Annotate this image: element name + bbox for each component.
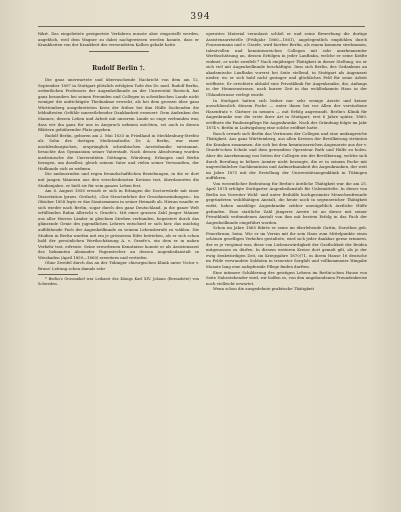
- paragraph: Ohne Zweifel durch das an der Tübinger chirurgischen Klinik unter Victor v. Bruns' Leitung schon damals sehr: [38, 260, 199, 271]
- header-rule: [38, 26, 365, 27]
- paragraph: Schon im Jahre 1865 führte er seine im überlebende Gattin, Dorothea geb. Feuerbrunn, heim. Wie er im Verein mit ihr sein Haus zum Mittelpunkte eines schönen geselligen Verkehrs gestaltete, wird sich jeder dankbar gerne erinnern, der es je vergönnt war, diese von Liebenswürdigkeit der Gastlichkeit der Beiden mitgenossen zu dürfen. In diesem weiteren Kreise dort gemalt gilt, als je der ewig denkwürdigen Zeit, im Kriegsjahre 1870/71, in ihrem Hause 16 deutsche im Felde verwundete Soldaten in treuester Sorgfalt und vollkommener Hingabe Monate lang eine aufopfernde Pflege finden durften.: [206, 225, 367, 269]
- paragraph: Am 8. August 1858 erwarb er sich in Erlangen die Doctorwürde mit einer Dissertation (praes. Gerlach), »Zur Structurlehre der Grosshirnwindungen«. Im Oktober 1858 legte er das Staatsexamen in seiner Heimath ab. Hieran wandte er sich wieder nach Berlin, sogar durch den ganz Deutschland, ja die ganze Welt erfüllenden Ruhm Albrecht v. Graefe's. Mit einer grossen Zahl junger Männer aus aller Herren Länder in gleichem Streben verbunden, begeistert durch das glänzende Genie des jugendlichen Lehrers entschied er sich hier, das mächtig aufblühende Fach der Augenheilkunde zu seinem Lebensberufe zu wählen. Die Studien in Berlin wurden mit ein je grösserem Eifer betrieben, als er sich schon bald der persönlichen Werthschätzung A. v. Graefe's, ein dem er in nahen Verkehr trat, erfreute. Seine erworbenen Kenntnisse konnte er als Assistenzarzt des bekannten Alexander Pagenstecher an dessen Augenheilanstalt in Wiesbaden (April 1859—1860) erweitern und vertiefen.: [38, 188, 199, 260]
- left-column: [38, 31, 199, 287]
- paragraph: In Stuttgart hatten sich bisher nur sehr wenige Aerzte und keiner ausschliesslich diesem Fache — unter ihnen hei vor Allen der verstorbene Hasenfratz v. Gärtner zu nennen — mit Erfolg angewandt. Berlin's Klinik für Augenkranke war die erste ihrer Art in Stuttgart; erst 6 Jahre später, 1869, eröffnete die Paulinenpflege für Augenkranke. Nach der Gründung folgte im Jahr 1874 v. Berlin in Ludwigsburg eine solche eröffnet hatte.: [206, 97, 367, 131]
- section-separator: [89, 51, 149, 52]
- paragraph: Rudolf Berlin, geboren am 2. Mai 1833 in Friedland in Mecklenburg-Strelitz als Sohn des dortigen Medicinalraths Dr. A. Berlin, war einer mecklenburgischen, ursprünglich schwäbischen Aerztefamilie entstammt, besuchte das Gymnasium seiner Vaterstadt. Nach dessen Absolvirung wurden medicinische die Universitäten Göttingen, Würzburg, Erlangen und Berlin bezogen, um daselbst, gleich seinem Vater und vielen seiner Verwandten, der Heilkunde sich zu widmen.: [38, 132, 199, 171]
- paragraph: Die ganz unerwartete und überraschende Nachricht von dem am 12. September 1897 in Stuttgart plötzlich erfolgten Tode des Dr. med. Rudolf Berlin, ordentlichen Professors der Augenheilkunde an der Universität Rostock, hat ganz besonders bei seinen Freunden und Collegen in schwäbischen Lande nicht weniger die aufrichtigste Theilnahme erweckt, als bei dem grossen über ganz Württemberg ausgebreiteten Kreis der früher bei ihm Hülfe Suchenden die lebhaftesten Gefühle innerstlebender Dankbarkeit erneuert. Dem Andenken des Mannes, dessen Leben und Arbeit mit unserem Lande so enge verbunden war, dass wir ihn ganz für uns in Anspruch nehmen möchten, sei auch in diesen Blättern gebührender Platz gegeben.: [38, 77, 199, 133]
- right-column: [206, 31, 367, 292]
- article-heading: Rudolf Berlin †.: [92, 64, 145, 72]
- footnote-rule: [38, 274, 78, 275]
- paragraph: Von wesentlicher Bedeutung für Berlin's ärztliche Thätigkeit war die am 25. April 1874 erfolgte Stuttgarter Augenheilanstalt für Unbemittelte. In dieser von Berlin ins Vorreiter Wohl- und unter Beihülfe hochgesinnter Menschenfreunde gegründeten wohlthätigen Anstalt, die heute noch in segensreicher Thätigkeit wirkt, haben unzählige Augenkranke seither unentgeltlich ärztliche Hülfe gefunden. Eine stattliche Zahl jüngerer Aerzte ist an dieser mit seiner Privatklinik verbundenen Anstalt von ihm mit bestem Erfolg in das Fach der Augenheilkunde eingeführt worden.: [206, 180, 367, 225]
- paragraph: Wenn schon die ausgedehnte praktische Thätigkeit: [213, 286, 315, 292]
- footnote: * Berlin's Grossonkel war Leibarzt des Königs Karl XIV. Johann (Bernadotte) von Schweden.: [38, 277, 199, 287]
- intro-paragraph: führt. Das eingeleitete geeignetste Verfahren musste aber eingestellt werden, angeblich, weil dem Wagner zu dabei nachgewiesen werden konnte, dass er Krankheiten von der Krankheit des verwendeten Kalbes gehabt hatte.: [38, 31, 199, 48]
- paragraph: operative Material veranlasst schloß er und seine Bewerbung die dortige Assistenzarztstelle (Frühjahr 1860—1861), angelegentlich empfohlen durch Fournermann und v. Graefe, wird hierher Berlin, als einem kommen strebsamen, talentvollen und kenntnissreichen Collegen mit sehr anerkennender Werthschätzung an, dessen Erfolgen in jeder Laufbahn, welche er seine Kräfte widmet, er nicht zweifelt.* Nach einjähriger Thätigkeit in dieser Stellung, wo er sich viel mit Augenheilkunde beschäftigte, liess sich Berlin, des Gedankens an akademische Laufbahn vorerst bei Seite stellend, in Stuttgart als Augenarzt nieder, wo er sich bald nicht geringer und glückliches Feld für seine Arbeit eröffnete. Er errichtete alsbald eine Privatklinik für Augenkranke, die, Anfangs in der Heimsenstrasse, nach kurzer Zeit in das wohlbekannte Haus in der Uhlandstrasse verlegt wurde.: [206, 31, 367, 98]
- paragraph: Eine intimere Schilderung des geistigen Lebens im Berlin'schen Hause von Seite Nahestehender wird, wir hoffen es, von den ungebundenen Freundeskreise noch vielleicht erwartet.: [206, 269, 367, 286]
- page-number: 394: [190, 12, 211, 22]
- paragraph: Rasch erwarb sich Berlin das Vertrauen der Collegen und eine umfangreiche Thätigkeit. Aus ganz Württemberg, aus allen Kreisen der Bevölkerung strömten die Kranken zusammen, die sich bei dem kenntnissreichen Augenarzte aus der v. Graefe'schen Schule und dem gewandten Operateur Rath und Hülfe zu holen. Aber die Anerkennung von Seiten der Collegen wie der Bevölkerung, welche sich durch Berufung in höhere Aemter nicht bezeugte, die er in seinem Fache mit ungewöhnlicher Sachkenntniss und Aufmerksamkeit die Augenkranken, der weit im Jahre 1875 mit der Erstellung der Universitätsaugenklinik in Tübingen aufführen.: [206, 130, 367, 181]
- paragraph: Die andauernden und regen freundschaftlichen Beziehungen, in die er dort mit jungen Männern aus den verschiedensten Kreisen trat, überdauerten die Studienjahre, er hielt sie für sein ganzes Leben fest.: [38, 171, 199, 188]
